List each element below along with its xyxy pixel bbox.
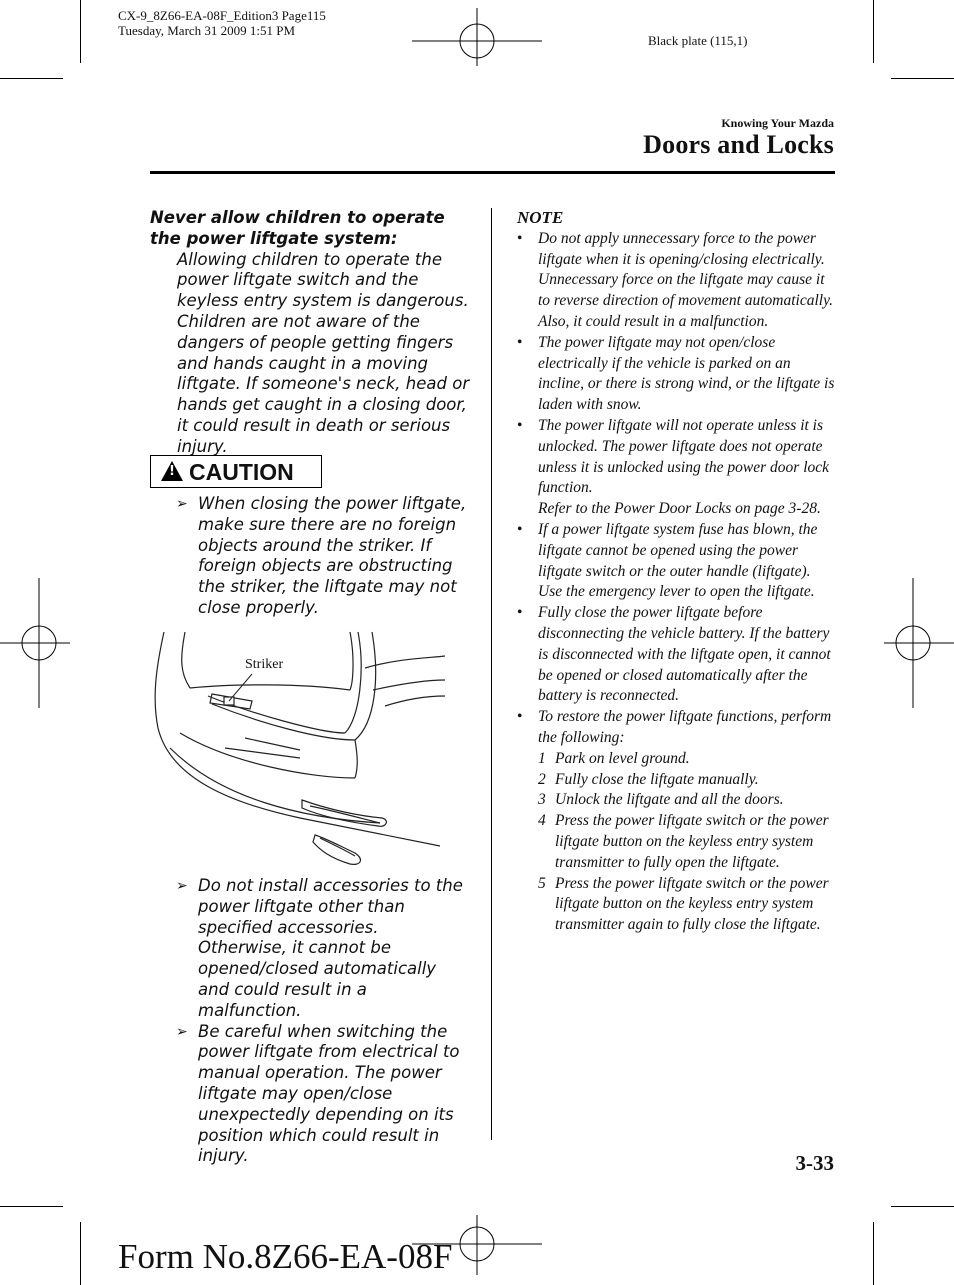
bullet-dot-icon: • — [517, 708, 523, 726]
note-item: • Do not apply unnecessary force to the power liftgate when it is opening/closing electrically. Unnecessary force on the liftgate may cause it to reverse direction of movement automatically. Also, it could result in a malfunction. — [517, 229, 833, 330]
bullet-dot-icon: • — [517, 229, 523, 247]
form-number: Form No.8Z66-EA-08F — [118, 1237, 453, 1276]
bullet-dot-icon: • — [517, 520, 523, 538]
caution-label: CAUTION — [189, 459, 294, 485]
registration-mark-top — [412, 0, 542, 66]
step-item: 3 Unlock the liftgate and all the doors. — [538, 791, 784, 809]
bullet-dot-icon: • — [517, 333, 523, 351]
note-reference: Refer to the Power Door Locks on page 3-28. — [538, 500, 821, 518]
caution-item: ➢ When closing the power liftgate, make sure there are no foreign objects around the striker. If foreign objects are obstructing the striker, the liftgate may not close properly. — [176, 494, 467, 617]
note-item: • If a power liftgate system fuse has blown, the liftgate cannot be opened using the power liftgate switch or the outer handle (liftgate). Use the emergency lever to open the liftgate. — [517, 520, 818, 601]
plate-info: Black plate (115,1) — [648, 33, 748, 48]
warning-title: Never allow children to operate the power liftgate system: — [150, 208, 445, 248]
liftgate-striker-figure — [150, 628, 445, 868]
registration-mark-right — [884, 578, 954, 708]
step-item: 2 Fully close the liftgate manually. — [538, 770, 759, 788]
print-header-line1: CX-9_8Z66-EA-08F_Edition3 Page115 — [118, 8, 326, 23]
page-title: Doors and Locks — [643, 130, 834, 159]
caution-item: ➢ Be careful when switching the power liftgate from electrical to manual operation. The power liftgate may open/close unexpectedly depending on its position which could result in injury. — [176, 1021, 460, 1166]
caution-item: ➢ Do not install accessories to the power liftgate other than specified accessories. Otherwise, it cannot be opened/closed automatically and could result in a malfunction. — [176, 876, 463, 1020]
caution-list-1 — [150, 494, 470, 619]
note-title: NOTE — [517, 208, 564, 227]
print-header-line2: Tuesday, March 31 2009 1:51 PM — [118, 23, 296, 38]
note-item: • The power liftgate may not open/close electrically if the vehicle is parked on an incline, or there is strong wind, or the liftgate is laden with snow. — [517, 333, 835, 414]
title-rule — [150, 171, 835, 174]
step-item: 1 Park on level ground. — [538, 749, 690, 767]
warning-body: Allowing children to operate the power liftgate switch and the keyless entry system is dangerous. Children are not aware of the dangers of people getting fingers and hands caught in a moving liftgate. If someone's neck, head or hands get caught in a closing door, it could result in death or serious injury. — [177, 249, 470, 456]
note-item: • The power liftgate will not operate unless it is unlocked. The power liftgate does not operate unless it is unlocked using the power door lock function. Refer to the Power Door Locks on page 3-28. — [517, 416, 837, 520]
step-item: 4 Press the power liftgate switch or the power liftgate button on the keyless entry system transmitter to fully open the liftgate. — [538, 812, 829, 871]
bullet-dot-icon: • — [517, 604, 523, 622]
arrow-bullet-icon: ➢ — [176, 878, 188, 894]
bullet-dot-icon: • — [517, 416, 523, 434]
column-divider — [491, 208, 492, 1140]
note-item: • Fully close the power liftgate before disconnecting the vehicle battery. If the battery is disconnected with the liftgate open, it cannot be opened or closed automatically after the battery is reconnected. — [517, 604, 831, 705]
section-label: Knowing Your Mazda — [721, 116, 834, 130]
registration-mark-left — [0, 578, 70, 708]
figure-callout-label: Striker — [245, 657, 284, 672]
note-block — [517, 208, 837, 936]
print-header — [118, 8, 326, 38]
caution-list-2 — [150, 876, 470, 1167]
step-item: 5 Press the power liftgate switch or the power liftgate button on the keyless entry system transmitter again to fully close the liftgate. — [538, 874, 829, 934]
arrow-bullet-icon: ➢ — [176, 1023, 188, 1040]
note-item: • To restore the power liftgate functions, perform the following: — [517, 708, 832, 746]
arrow-bullet-icon: ➢ — [176, 496, 188, 512]
caution-label-box: ! CAUTION — [150, 455, 322, 488]
warning-block — [150, 208, 470, 458]
page-number: 3-33 — [795, 1151, 834, 1175]
